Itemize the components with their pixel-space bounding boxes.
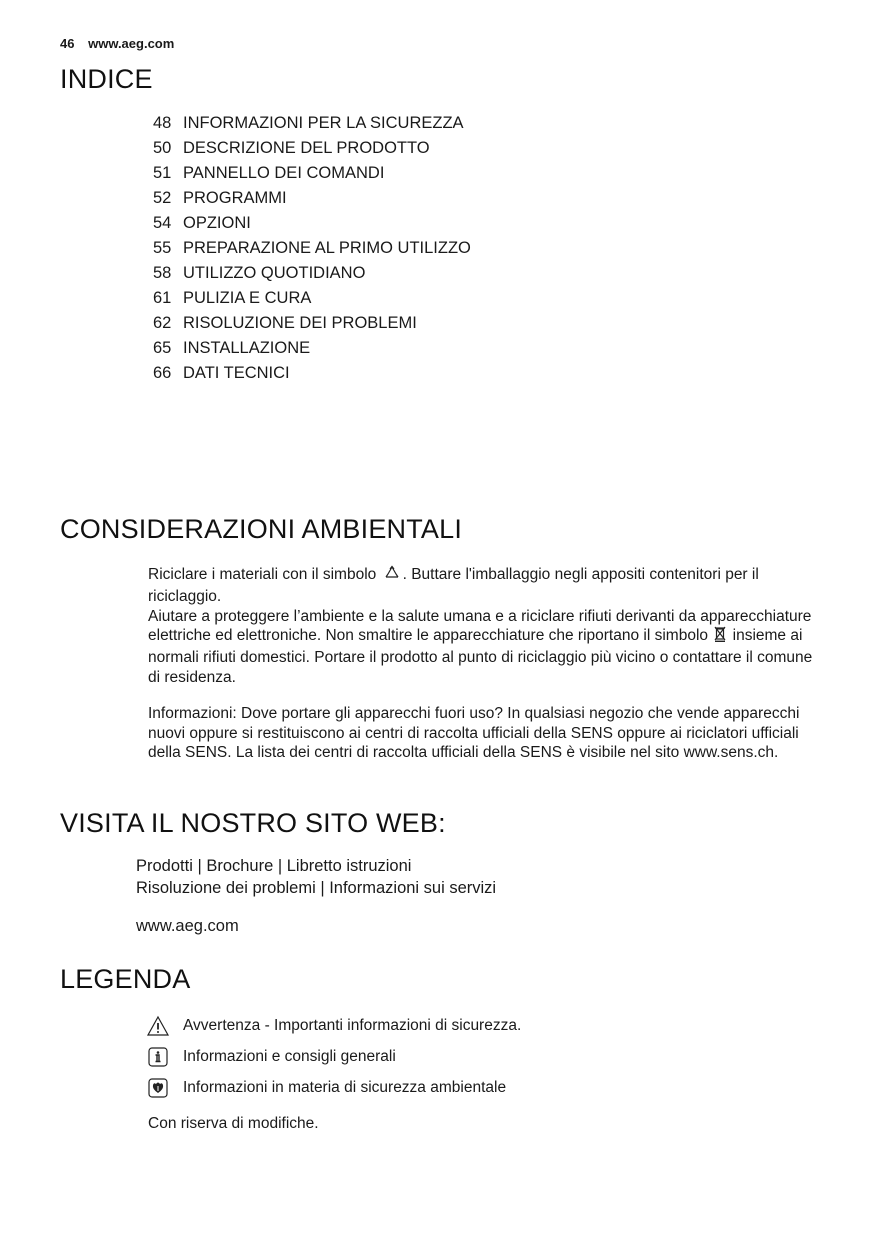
toc-label: PROGRAMMI <box>183 189 287 207</box>
recycle-icon <box>383 565 401 587</box>
recycling-paragraph: Riciclare i materiali con il simbolo . Buttare l'imballaggio negli appositi contenitori per il riciclaggio. <box>148 566 759 605</box>
weee-paragraph: Aiutare a proteggere l’ambiente e la salute umana e a riciclare rifiuti derivanti da apparecchiature elettriche ed elettroniche. Non smaltire le apparecchiature che riportano il simbolo insieme ai normali rifiuti domestici. Portare il prodotto al punto di riciclaggio più vicino o contattare il comune di residenza. <box>148 607 813 686</box>
toc-entry[interactable]: 50 DESCRIZIONE DEL PRODOTTO <box>145 138 471 163</box>
info-paragraph: Informazioni: Dove portare gli apparecchi fuori uso? In qualsiasi negozio che vende apparecchi nuovi oppure si restituiscono ai centri di raccolta ufficiali della SENS oppure ai riciclatori ufficiali della SENS. La lista dei centri di raccolta ufficiali della SENS è visibile nel sito www.sens.ch. <box>148 704 800 762</box>
website-title: VISITA IL NOSTRO SITO WEB: <box>60 808 446 838</box>
toc-label: PANNELLO DEI COMANDI <box>183 164 385 182</box>
index-title: INDICE <box>60 64 153 94</box>
toc-entry[interactable]: 58 UTILIZZO QUOTIDIANO <box>145 263 471 288</box>
legend-text: Avvertenza - Importanti informazioni di sicurezza. <box>183 1016 522 1034</box>
eco-icon <box>145 1077 171 1099</box>
toc-entry[interactable]: 54 OPZIONI <box>145 213 471 238</box>
toc-entry[interactable]: 62 RISOLUZIONE DEI PROBLEMI <box>145 313 471 338</box>
toc-entry[interactable]: 48 INFORMAZIONI PER LA SICUREZZA <box>145 113 471 138</box>
links-line-1[interactable]: Prodotti | Brochure | Libretto istruzioni <box>136 857 412 875</box>
website-links <box>136 855 496 937</box>
website-url[interactable]: www.aeg.com <box>136 917 239 935</box>
legend-text: Informazioni e consigli generali <box>183 1047 396 1065</box>
toc-entry[interactable]: 51 PANNELLO DEI COMANDI <box>145 163 471 188</box>
toc-label: RISOLUZIONE DEI PROBLEMI <box>183 314 417 332</box>
toc-entry[interactable]: 55 PREPARAZIONE AL PRIMO UTILIZZO <box>145 238 471 263</box>
legend-text: Informazioni in materia di sicurezza ambientale <box>183 1078 507 1096</box>
page-number: 46 <box>60 36 75 51</box>
toc-entry[interactable]: 61 PULIZIA E CURA <box>145 288 471 313</box>
toc-label: DATI TECNICI <box>183 364 290 382</box>
info-icon <box>145 1046 171 1068</box>
toc-label: INSTALLAZIONE <box>183 339 311 357</box>
page-header <box>60 36 174 51</box>
warning-icon <box>145 1015 171 1037</box>
toc-label: PREPARAZIONE AL PRIMO UTILIZZO <box>183 239 471 257</box>
links-line-2[interactable]: Risoluzione dei problemi | Informazioni sui servizi <box>136 879 497 897</box>
legend-title: LEGENDA <box>60 964 191 994</box>
legend-item <box>145 1010 521 1041</box>
header-site: www.aeg.com <box>88 36 175 51</box>
toc-label: OPZIONI <box>183 214 251 232</box>
toc-label: DESCRIZIONE DEL PRODOTTO <box>183 139 430 157</box>
crossed-bin-icon <box>714 626 726 648</box>
legend-item <box>145 1072 521 1103</box>
environment-text <box>148 565 828 763</box>
legend-item <box>145 1041 521 1072</box>
toc-entry[interactable]: 66 DATI TECNICI <box>145 363 471 388</box>
legend-list <box>145 1010 521 1103</box>
toc-label: INFORMAZIONI PER LA SICUREZZA <box>183 114 464 132</box>
table-of-contents <box>145 113 471 388</box>
reservation-note: Con riserva di modifiche. <box>148 1115 319 1132</box>
toc-entry[interactable]: 65 INSTALLAZIONE <box>145 338 471 363</box>
toc-label: UTILIZZO QUOTIDIANO <box>183 264 366 282</box>
environment-title: CONSIDERAZIONI AMBIENTALI <box>60 514 463 544</box>
toc-label: PULIZIA E CURA <box>183 289 312 307</box>
toc-entry[interactable]: 52 PROGRAMMI <box>145 188 471 213</box>
